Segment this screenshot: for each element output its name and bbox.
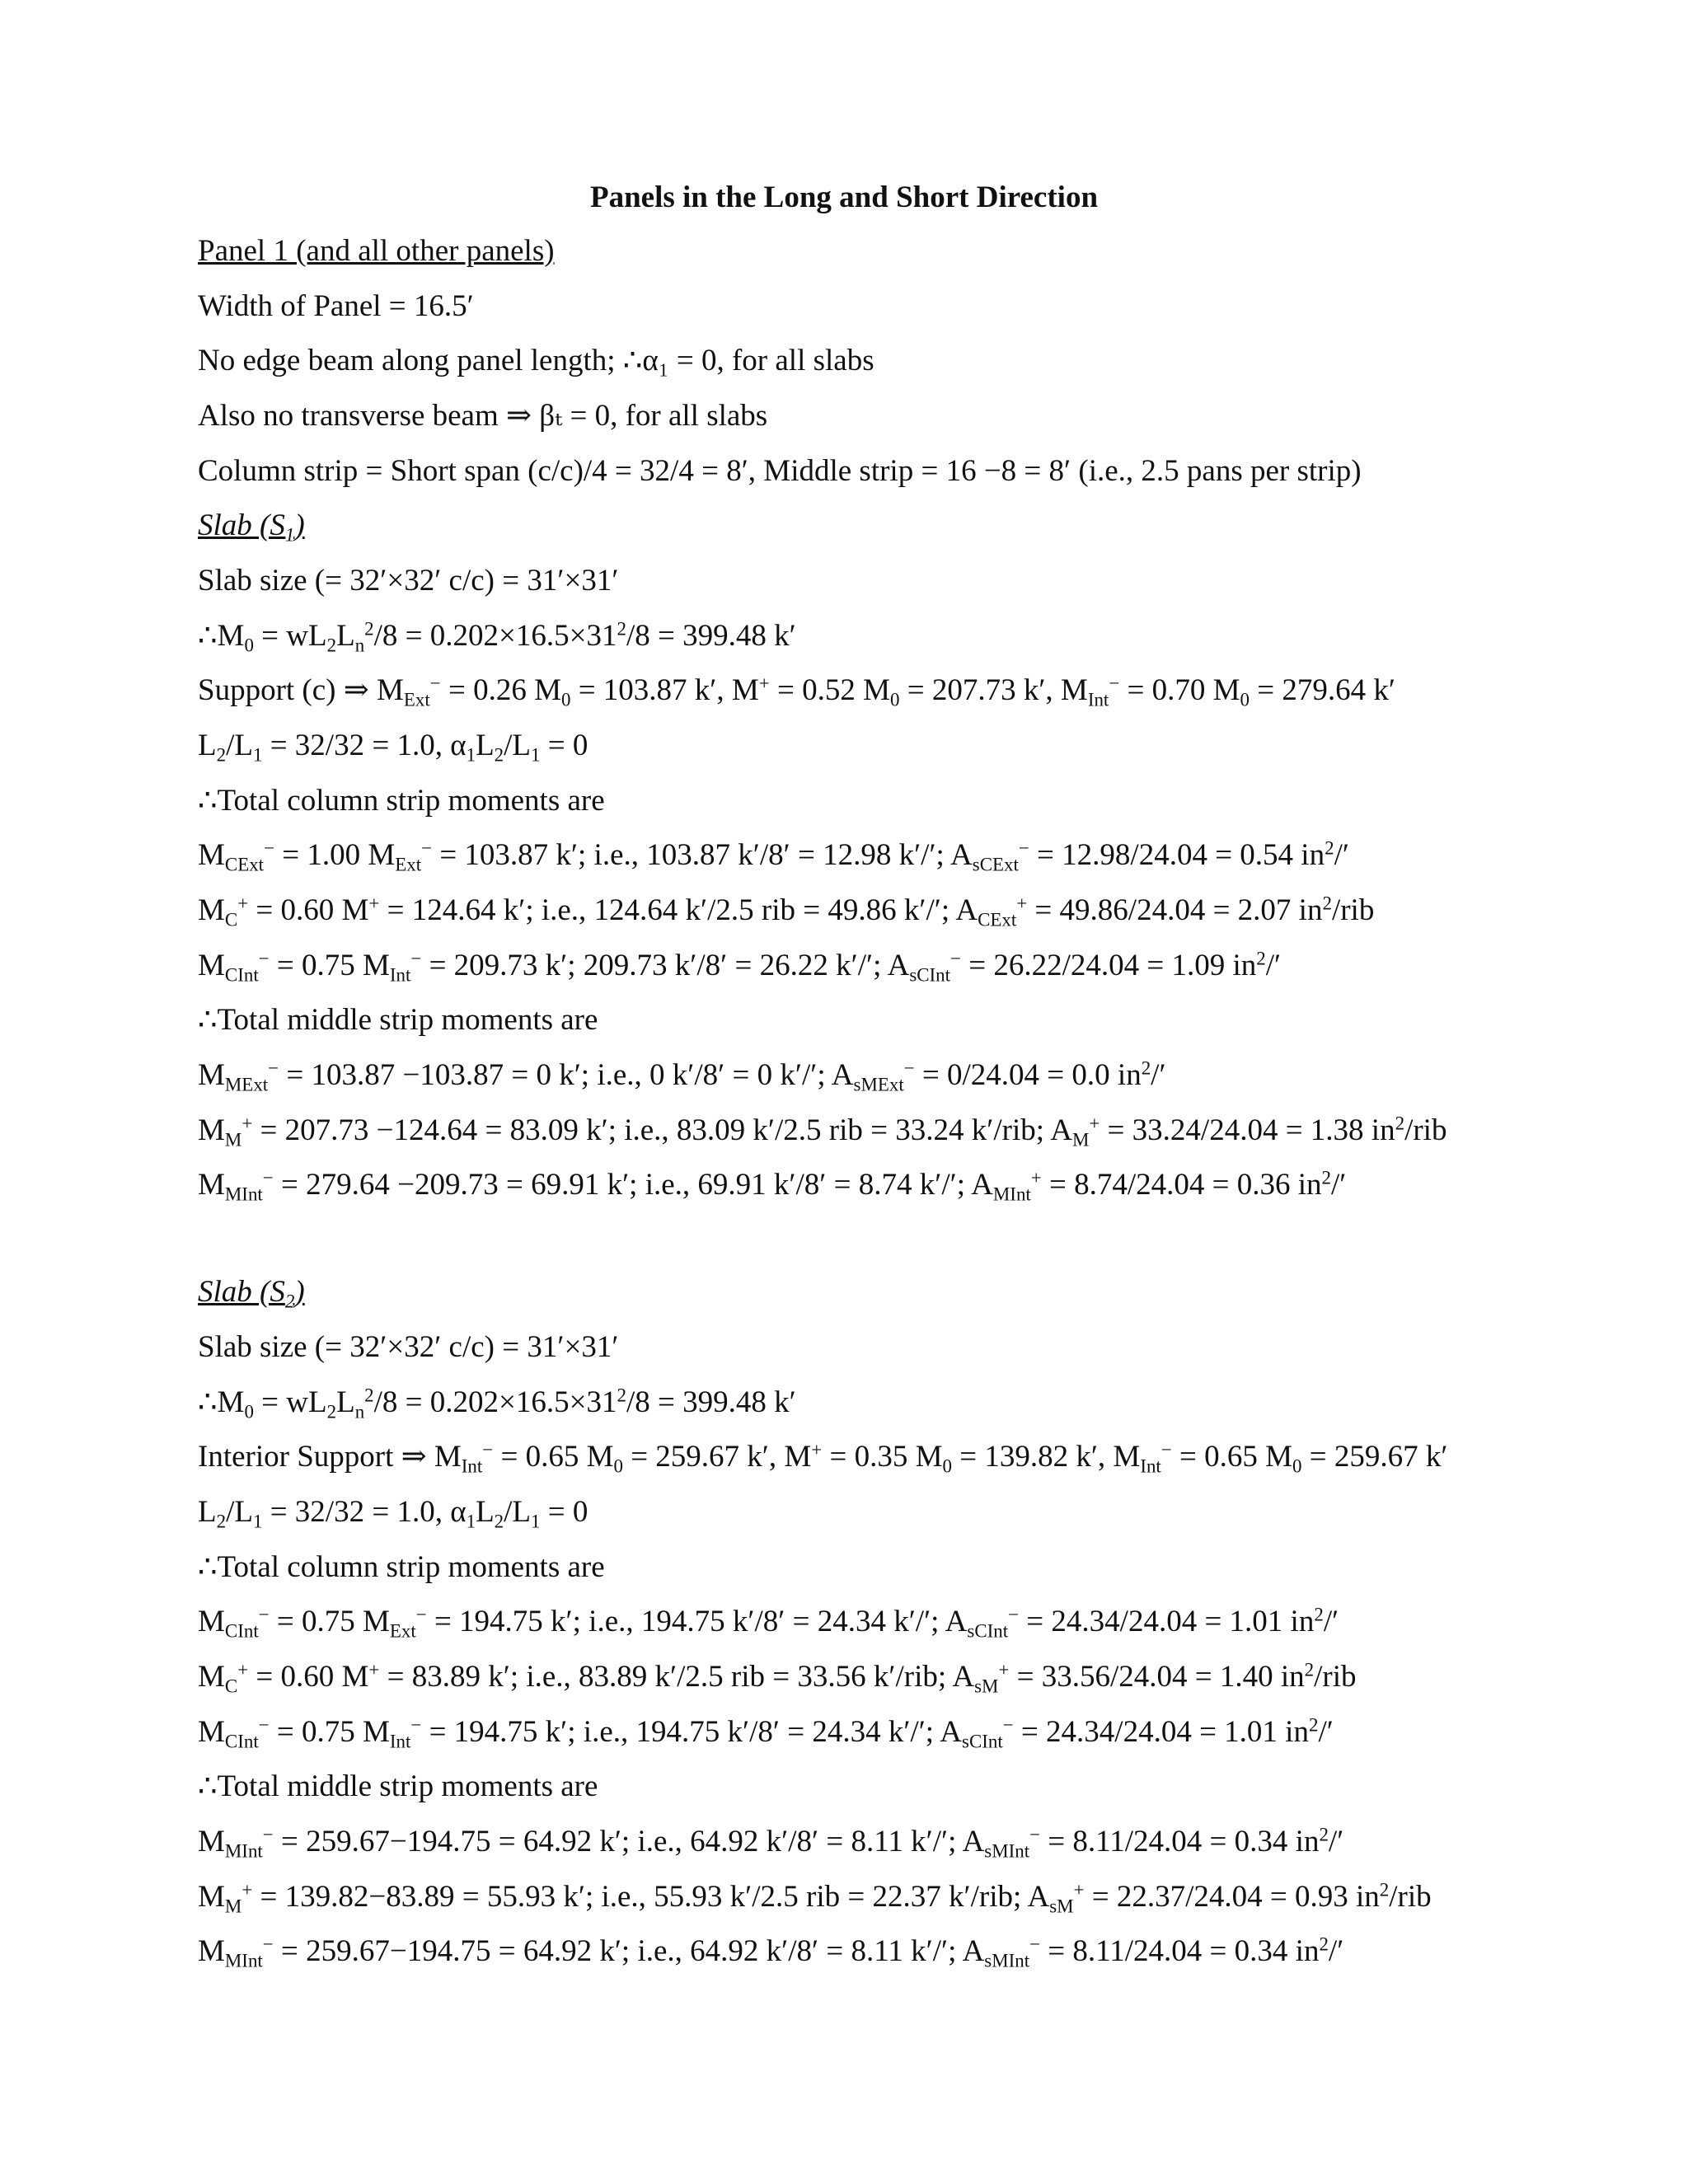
- slab2-middle-int1: $M_{MInt}^- = 259.67-194.75 = 64.92$ k′; i.e., 64.92 k′/8′ = 8.11 k′/′; $A_{sMInt}^- = 8.11/24.04 = 0.34$ $in^2/'$: [198, 1824, 1344, 1862]
- slab2-column-int2: $M_{CInt}^- = 0.75$ $M_{Int}^- = 194.75$ k′; i.e., 194.75 k′/8′ = 24.34 k′/′; $A_{sCInt}^- = 24.34/24.04 = 1.01$ $in^2/'$: [198, 1714, 1334, 1752]
- slab2-column-heading: ∴Total column strip moments are: [198, 1550, 605, 1584]
- slab2-heading: Slab $(S_2)$: [198, 1275, 305, 1312]
- slab2-column-int1: $M_{CInt}^- = 0.75$ $M_{Ext}^- = 194.75$ k′; i.e., 194.75 k′/8′ = 24.34 k′/′; $A_{sCInt}^- = 24.34/24.04 = 1.01$ $in^2/'$: [198, 1604, 1339, 1642]
- slab1-size: Slab size (= 32′×32′ c/c) = 31′×31′: [198, 564, 619, 598]
- slab1-column-ext: $M_{CExt}^- = 1.00$ $M_{Ext}^- = 103.87$ k′; i.e., 103.87 k′/8′ = 12.98 k′/′; $A_{sCExt}^- = 12.98/24.04 = 0.54$ $in^2/'$: [198, 837, 1349, 875]
- strip-widths-line: Column strip = Short span (c/c)/4 = 32/4 = 8′, Middle strip = 16 −8 = 8′ (i.e., 2.5 pans per strip): [198, 454, 1362, 488]
- slab2-middle-heading: ∴Total middle strip moments are: [198, 1769, 598, 1803]
- slab2-ratio: $L_2/L_1 = 32/32 = 1.0$, $\alpha_1L_2/L_1 = 0$: [198, 1495, 588, 1532]
- slab1-middle-pos: $M_M^+ = 207.73 -124.64 = 83.09$ k′; i.e., 83.09 k′/2.5 rib = 33.24 k′/rib; $A_M^+ = 33.24/24.04 = 1.38$ $in^2$/rib: [198, 1113, 1447, 1151]
- slab1-middle-heading: ∴Total middle strip moments are: [198, 1003, 598, 1037]
- slab2-support: Interior Support ⇒ $M_{Int}^- = 0.65$ $M_0 = 259.67$ k′, M+ = 0.35 $M_0 = 139.82$ k′, $M_{Int}^- = 0.65$ $M_0 = 259.67$ k′: [198, 1439, 1448, 1477]
- slab1-ratio: $L_2/L_1 = 32/32 = 1.0$, $\alpha_1L_2/L_1 = 0$: [198, 729, 588, 766]
- slab2-column-pos: $M_C^+ = 0.60$ M+ = 83.89 k′; i.e., 83.89 k′/2.5 rib = 33.56 k′/rib; $A_{sM}^+ = 33.56/24.04 = 1.40$ $in^2$/rib: [198, 1659, 1357, 1697]
- slab1-support: Support (c) ⇒ $M_{Ext}^- = 0.26$ $M_0 = 103.87$ k′, M+ = 0.52 $M_0 = 207.73$ k′, $M_{Int}^- = 0.70$ $M_0 = 279.64$ k′: [198, 673, 1395, 710]
- slab1-column-int: $M_{CInt}^- = 0.75$ $M_{Int}^- = 209.73$ k′; 209.73 k′/8′ = 26.22 k′/′; $A_{sCInt}^- = 26.22/24.04 = 1.09$ $in^2/'$: [198, 948, 1282, 986]
- width-of-panel: Width of Panel = 16.5′: [198, 289, 474, 323]
- no-edge-beam-line: No edge beam along panel length; ∴α₁ = 0, for all slabs: [198, 344, 874, 377]
- slab2-middle-pos: $M_M^+ = 139.82-83.89 = 55.93$ k′; i.e., 55.93 k′/2.5 rib = 22.37 k′/rib; $A_{sM}^+ = 22.37/24.04 = 0.93$ $in^2$/rib: [198, 1879, 1432, 1917]
- slab1-middle-int: $M_{MInt}^- = 279.64 -209.73 = 69.91$ k′; i.e., 69.91 k′/8′ = 8.74 k′/′; $A_{MInt}^+ = 8.74/24.04 = 0.36$ $in^2/'$: [198, 1167, 1347, 1205]
- panel-heading: Panel 1 (and all other panels): [198, 234, 555, 268]
- slab1-heading: Slab $(S_1)$: [198, 509, 305, 546]
- slab1-m0: $\therefore M_0 = wL_2L_n^2/8 = 0.202\times 16.5\times 31^2/8 = 399.48$ k′: [198, 618, 796, 656]
- slab2-m0: $\therefore M_0 = wL_2L_n^2/8 = 0.202\times 16.5\times 31^2/8 = 399.48$ k′: [198, 1385, 796, 1422]
- slab1-column-heading: ∴Total column strip moments are: [198, 784, 605, 818]
- slab1-column-pos: $M_C^+ = 0.60$ M+ = 124.64 k′; i.e., 124.64 k′/2.5 rib = 49.86 k′/′; $A_{CExt}^+ = 49.86/24.04 = 2.07$ $in^2$/rib: [198, 893, 1375, 930]
- slab2-middle-int2: $M_{MInt}^- = 259.67-194.75 = 64.92$ k′; i.e., 64.92 k′/8′ = 8.11 k′/′; $A_{sMInt}^- = 8.11/24.04 = 0.34$ $in^2/'$: [198, 1933, 1344, 1971]
- no-transverse-beam-line: Also no transverse beam ⇒ βₜ = 0, for all slabs: [198, 399, 768, 433]
- slab1-middle-ext: $M_{MExt}^- = 103.87 -103.87 = 0$ k′; i.e., 0 k′/8′ = 0 k′/′; $A_{sMExt}^- = 0/24.04 = 0.0$ $in^2/'$: [198, 1057, 1166, 1095]
- slab2-size: Slab size (= 32′×32′ c/c) = 31′×31′: [198, 1330, 619, 1364]
- page-title: Panels in the Long and Short Direction: [589, 180, 1099, 214]
